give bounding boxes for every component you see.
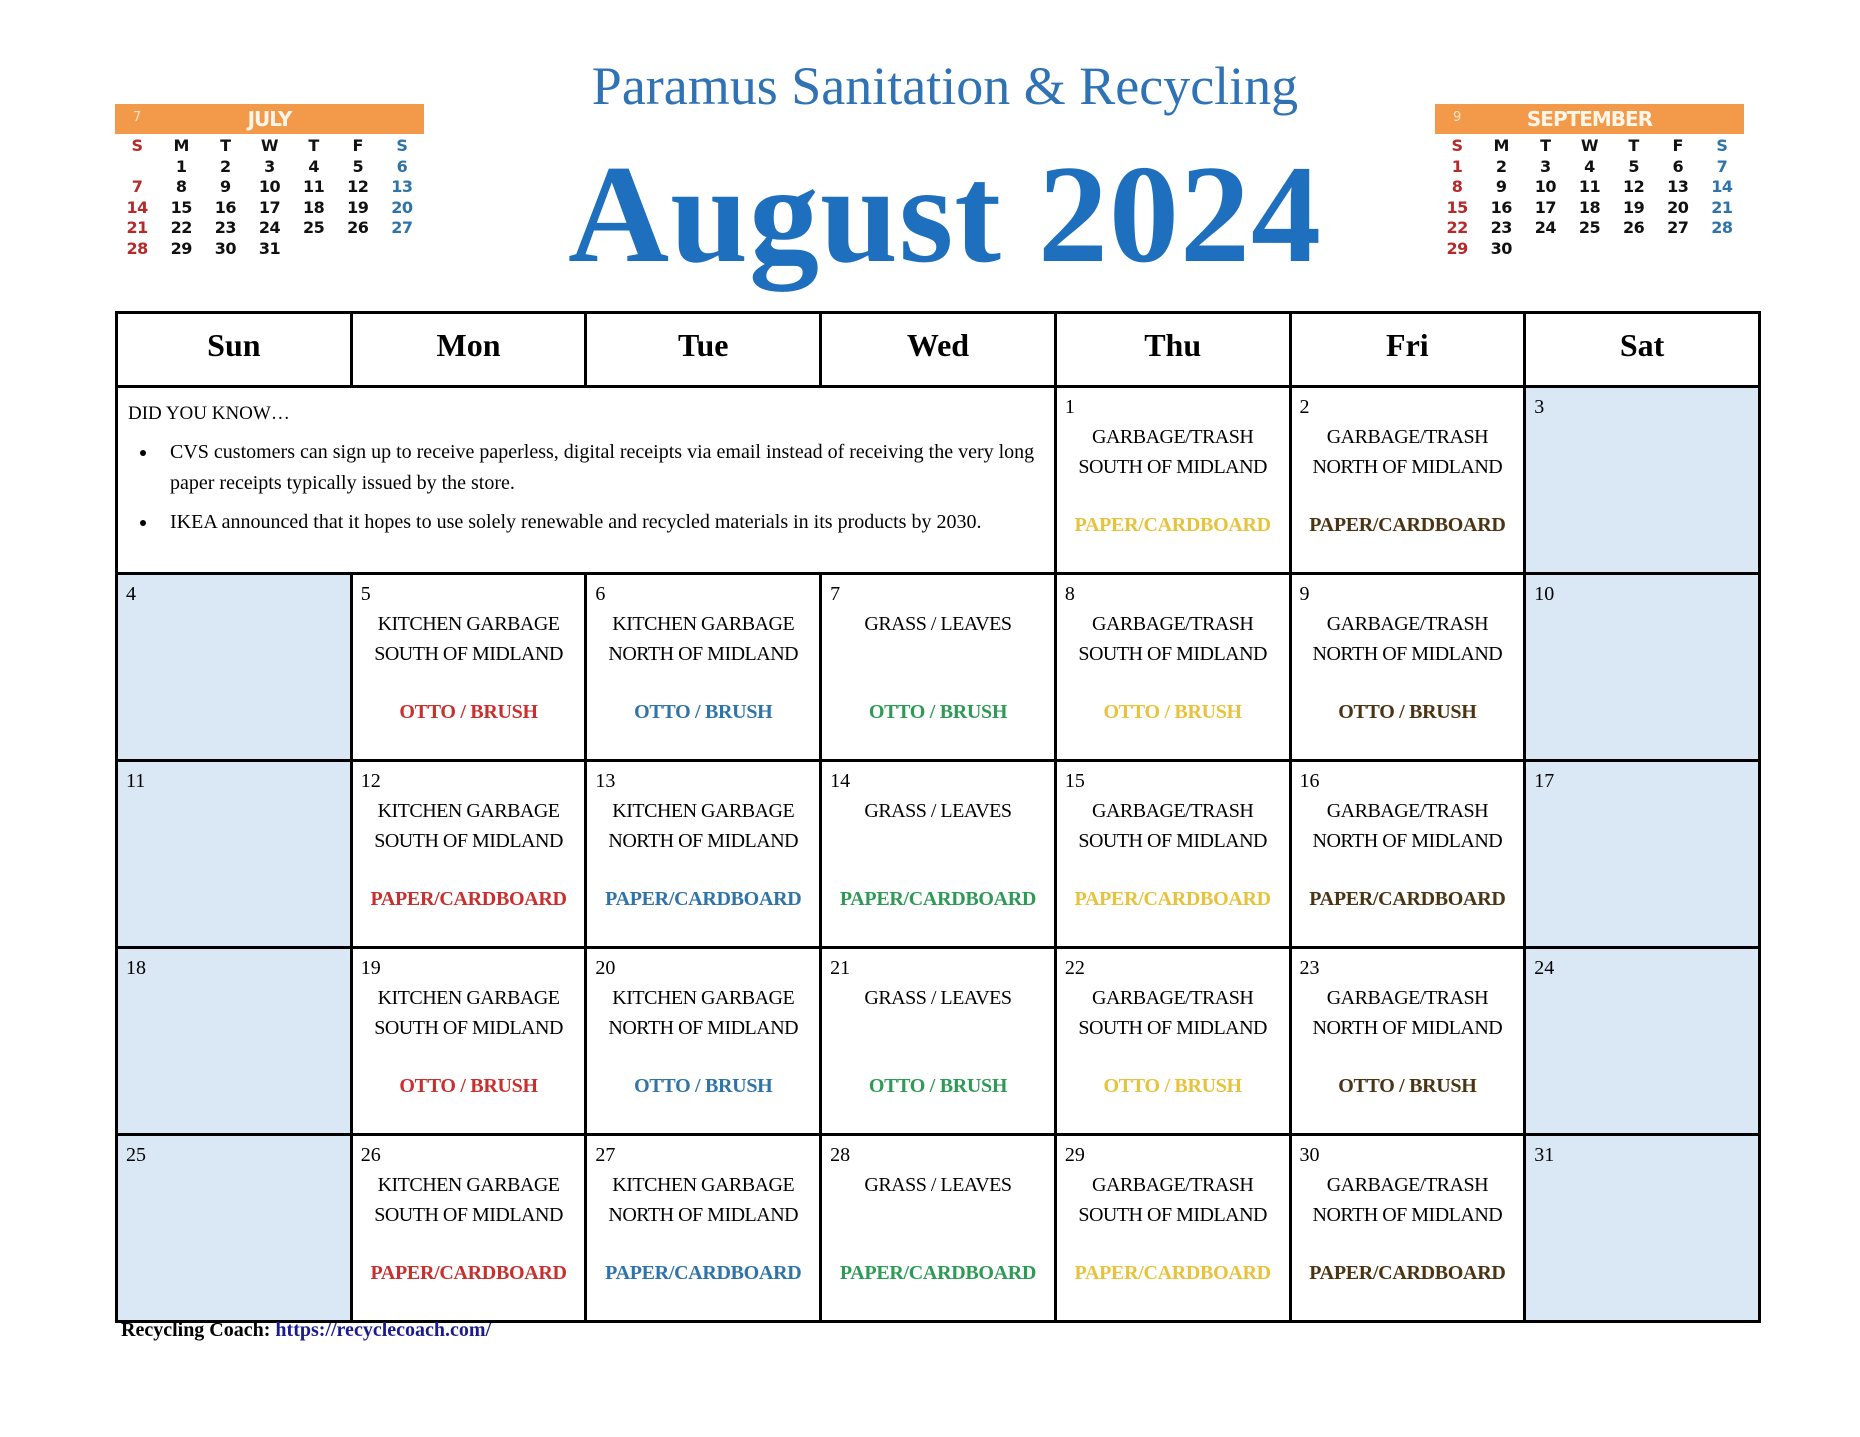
week-row [117,574,1760,761]
weekday-wed: Wed [821,313,1056,387]
mini-day-number: 17 [258,197,281,217]
month-calendar [115,311,1761,1323]
day-cell [351,761,586,948]
pickup-label: OTTO / BRUSH [868,1075,1008,1097]
day-cell [1525,574,1760,761]
mini-day-number [1656,239,1700,260]
pickup-label: OTTO / BRUSH [399,701,538,723]
day-number: 9 [1299,583,1310,605]
day-cell [1290,387,1525,574]
collection-type: GARBAGE/TRASH [1092,800,1254,822]
mini-day-number: 24 [1534,218,1556,237]
day-cell [821,761,1056,948]
day-cell [1290,574,1525,761]
collection-type: GRASS / LEAVES [864,987,1012,1009]
recycle-coach-link[interactable]: https://recyclecoach.com/ [275,1319,492,1341]
collection-type: KITCHEN GARBAGE [612,987,795,1009]
mini-day-number: 28 [126,238,148,258]
day-cell [1525,1135,1760,1322]
day-number: 17 [1534,770,1555,792]
mini-day-number: 30 [214,238,236,258]
day-number: 13 [595,770,616,792]
mini-day-number: 22 [170,218,192,237]
pickup-label: PAPER/CARDBOARD [839,888,1037,910]
day-cell [821,574,1056,761]
pickup-label: PAPER/CARDBOARD [1074,888,1271,910]
mini-day-number: 14 [1711,177,1733,196]
day-cell [1290,1135,1525,1322]
page-title: August 2024 [568,137,1322,292]
mini-day-number: 19 [347,197,369,217]
day-number: 21 [830,957,851,979]
pickup-label: PAPER/CARDBOARD [605,888,802,910]
collection-type: GRASS / LEAVES [864,613,1012,635]
mini-calendar-month-name: JULY [247,107,292,131]
mini-day-number: 7 [131,177,143,196]
pickup-label: OTTO / BRUSH [1338,701,1477,723]
collection-type: KITCHEN GARBAGE [377,800,560,822]
did-you-know-item: • IKEA announced that it hopes to use solely renewable and recycled materials in its products by 2030. [158,507,1044,538]
collection-type: GARBAGE/TRASH [1326,426,1489,448]
collection-type: GRASS / LEAVES [864,800,1012,822]
week-row [117,1135,1760,1322]
collection-area: SOUTH OF MIDLAND [1078,456,1267,478]
mini-day-number: 16 [1490,197,1512,217]
mini-day-number: 25 [1578,218,1601,237]
collection-type: GARBAGE/TRASH [1092,1174,1254,1196]
collection-area: NORTH OF MIDLAND [608,1204,799,1226]
day-number: 20 [595,957,616,979]
mini-day-number: 17 [1534,197,1556,217]
pickup-label: OTTO / BRUSH [1103,701,1242,723]
footer [121,1319,491,1342]
day-cell [1055,574,1290,761]
mini-weekday-label: T [1628,136,1639,155]
mini-day-number: 6 [396,156,408,176]
mini-day-number: 10 [258,177,281,196]
pickup-label: PAPER/CARDBOARD [605,1262,802,1284]
collection-area: NORTH OF MIDLAND [1312,1204,1503,1226]
day-cell [1290,761,1525,948]
did-you-know-box [117,387,1056,574]
mini-day-number: 11 [303,177,325,196]
day-cell [821,948,1056,1135]
mini-day-number: 20 [1667,197,1689,217]
day-cell [351,1135,586,1322]
day-number: 4 [126,583,136,605]
week-row [117,761,1760,948]
mini-day-number: 9 [220,177,231,196]
day-cell [586,574,821,761]
collection-area: SOUTH OF MIDLAND [1078,830,1267,852]
mini-day-number: 24 [258,218,281,237]
mini-day-number [1612,239,1656,260]
day-number: 30 [1299,1144,1320,1166]
day-number: 25 [126,1144,146,1166]
collection-area: SOUTH OF MIDLAND [1078,1017,1267,1039]
day-number: 15 [1064,770,1085,792]
mini-day-number: 28 [1711,218,1733,237]
mini-day-number [1523,239,1567,260]
weekday-tue: Tue [586,313,821,387]
mini-day-number: 9 [1495,177,1507,196]
day-number: 1 [1064,396,1075,418]
mini-day-number: 1 [1451,156,1463,176]
mini-weekday-label: W [260,136,279,155]
mini-calendar-september [1435,104,1744,259]
day-number: 31 [1534,1144,1555,1166]
pickup-label: PAPER/CARDBOARD [1074,1262,1271,1284]
mini-day-number [292,239,336,260]
day-cell [1525,387,1760,574]
collection-type: KITCHEN GARBAGE [612,613,795,635]
mini-day-number: 19 [1623,197,1645,217]
pickup-label: OTTO / BRUSH [868,701,1008,723]
mini-day-number: 10 [1534,177,1556,196]
pickup-label: PAPER/CARDBOARD [370,888,567,910]
mini-day-number: 16 [214,197,236,217]
mini-day-number: 4 [308,156,319,176]
day-number: 12 [360,770,381,792]
mini-day-number: 31 [258,238,281,258]
day-number: 10 [1534,583,1555,605]
mini-day-number: 7 [1716,156,1728,176]
collection-area: NORTH OF MIDLAND [1312,456,1503,478]
mini-day-number: 18 [1578,197,1601,217]
collection-area: NORTH OF MIDLAND [608,1017,799,1039]
collection-type: KITCHEN GARBAGE [612,1174,795,1196]
weekday-sat: Sat [1525,313,1760,387]
day-cell [117,761,352,948]
pickup-label: PAPER/CARDBOARD [1309,514,1506,536]
day-cell [1055,1135,1290,1322]
collection-area: SOUTH OF MIDLAND [374,1204,563,1226]
mini-weekday-label: T [308,136,319,155]
mini-day-number: 13 [391,177,413,196]
mini-calendar-header [1435,104,1744,134]
collection-area: NORTH OF MIDLAND [608,830,799,852]
week-row [117,948,1760,1135]
mini-calendar-month-name: SEPTEMBER [1526,107,1653,131]
mini-day-number: 2 [220,156,231,176]
mini-weekday-label: S [131,136,143,155]
mini-weekday-label: M [173,136,189,155]
day-number: 7 [830,583,841,605]
pickup-label: OTTO / BRUSH [399,1075,538,1097]
day-number: 3 [1534,396,1545,418]
day-cell [1525,761,1760,948]
mini-weekday-label: F [1672,136,1683,155]
day-cell [117,574,352,761]
collection-type: GARBAGE/TRASH [1326,987,1489,1009]
mini-calendar-month-number: 7 [133,110,142,125]
mini-day-number: 1 [175,156,187,176]
day-cell [1055,761,1290,948]
mini-day-number: 20 [391,197,413,217]
mini-calendar-grid [1435,136,1744,259]
collection-type: GARBAGE/TRASH [1326,800,1489,822]
pickup-label: OTTO / BRUSH [1103,1075,1242,1097]
day-number: 11 [126,770,146,792]
day-cell [586,761,821,948]
mini-weekday-label: M [1493,136,1509,155]
collection-type: GARBAGE/TRASH [1326,1174,1489,1196]
week-row [117,387,1760,574]
day-cell [117,1135,352,1322]
mini-weekday-label: S [1451,136,1463,155]
weekday-fri: Fri [1290,313,1525,387]
did-you-know-list [128,437,1044,538]
collection-area: NORTH OF MIDLAND [1312,830,1503,852]
day-cell [1525,948,1760,1135]
pickup-label: OTTO / BRUSH [634,701,773,723]
day-number: 28 [830,1144,851,1166]
mini-day-number: 15 [1446,197,1468,217]
mini-day-number: 12 [347,177,369,196]
day-number: 5 [360,583,371,605]
collection-area: SOUTH OF MIDLAND [374,643,563,665]
collection-area: SOUTH OF MIDLAND [1078,1204,1267,1226]
weekday-header-row [117,313,1760,387]
mini-day-number: 8 [1451,177,1463,196]
collection-area: NORTH OF MIDLAND [1312,1017,1503,1039]
day-cell [1055,948,1290,1135]
mini-day-number: 14 [126,197,148,217]
mini-day-number: 21 [126,218,148,237]
mini-day-number: 18 [303,197,325,217]
mini-day-number: 6 [1672,156,1684,176]
mini-day-number: 22 [1446,218,1468,237]
mini-day-number: 26 [347,218,369,237]
mini-day-number [380,239,424,260]
day-number: 16 [1299,770,1320,792]
mini-calendar-month-number: 9 [1453,110,1462,125]
day-cell [586,1135,821,1322]
collection-type: GARBAGE/TRASH [1326,613,1489,635]
day-number: 2 [1299,396,1310,418]
day-cell [586,948,821,1135]
mini-day-number: 5 [352,156,364,176]
mini-day-number: 27 [391,218,413,237]
pickup-label: PAPER/CARDBOARD [370,1262,567,1284]
day-number: 22 [1064,957,1085,979]
mini-day-number: 11 [1578,177,1601,196]
mini-day-number: 8 [175,177,187,196]
mini-day-number: 25 [303,218,325,237]
pickup-label: PAPER/CARDBOARD [1309,1262,1506,1284]
mini-calendar-july [115,104,424,259]
collection-type: GARBAGE/TRASH [1092,987,1254,1009]
mini-day-number [336,239,380,260]
pickup-label: PAPER/CARDBOARD [1074,514,1271,536]
pickup-label: OTTO / BRUSH [634,1075,773,1097]
mini-day-number: 23 [1490,218,1512,237]
day-number: 24 [1534,957,1555,979]
mini-day-number [1567,239,1611,260]
collection-type: KITCHEN GARBAGE [377,613,560,635]
day-cell [821,1135,1056,1322]
collection-area: SOUTH OF MIDLAND [1078,643,1267,665]
day-number: 19 [360,957,381,979]
organization-subtitle: Paramus Sanitation & Recycling [591,56,1299,116]
mini-day-number: 30 [1490,238,1512,258]
day-cell [351,574,586,761]
footer-label: Recycling Coach: [121,1319,271,1341]
mini-day-number: 26 [1623,218,1645,237]
mini-day-number: 13 [1667,177,1689,196]
day-number: 23 [1299,957,1320,979]
mini-day-number: 3 [264,156,275,176]
did-you-know-heading: DID YOU KNOW… [128,403,290,424]
mini-weekday-label: F [352,136,363,155]
collection-area: SOUTH OF MIDLAND [374,830,563,852]
mini-day-number: 29 [1446,238,1468,258]
collection-type: KITCHEN GARBAGE [612,800,795,822]
collection-type: KITCHEN GARBAGE [377,1174,560,1196]
mini-day-number: 29 [170,238,192,258]
day-number: 26 [360,1144,381,1166]
mini-calendar-grid [115,136,424,259]
collection-area: NORTH OF MIDLAND [608,643,799,665]
mini-day-number: 4 [1584,156,1595,176]
pickup-label: PAPER/CARDBOARD [1309,888,1506,910]
mini-day-number [115,157,159,178]
pickup-label: OTTO / BRUSH [1338,1075,1477,1097]
mini-day-number: 5 [1628,156,1639,176]
mini-day-number: 15 [170,197,192,217]
day-cell [117,948,352,1135]
mini-day-number: 12 [1623,177,1645,196]
mini-day-number: 2 [1495,156,1507,176]
mini-weekday-label: W [1580,136,1599,155]
day-number: 27 [595,1144,616,1166]
mini-weekday-label: T [220,136,231,155]
day-cell [351,948,586,1135]
weekday-sun: Sun [117,313,352,387]
day-cell [1055,387,1290,574]
weekday-mon: Mon [351,313,586,387]
mini-day-number: 27 [1667,218,1689,237]
day-cell [1290,948,1525,1135]
collection-type: GARBAGE/TRASH [1092,426,1254,448]
day-number: 6 [595,583,606,605]
mini-day-number: 3 [1540,156,1551,176]
mini-weekday-label: S [396,136,408,155]
mini-weekday-label: T [1540,136,1551,155]
pickup-label: PAPER/CARDBOARD [839,1262,1037,1284]
weekday-thu: Thu [1055,313,1290,387]
collection-type: GARBAGE/TRASH [1092,613,1254,635]
mini-day-number: 23 [214,218,236,237]
mini-day-number [1700,239,1744,260]
day-number: 14 [830,770,851,792]
collection-area: NORTH OF MIDLAND [1312,643,1503,665]
did-you-know-item: • CVS customers can sign up to receive paperless, digital receipts via email instead of receiving the very long paper receipts typically issued by the store. [158,437,1044,499]
day-number: 29 [1064,1144,1085,1166]
mini-weekday-label: S [1716,136,1728,155]
mini-day-number: 21 [1711,197,1733,217]
mini-calendar-header [115,104,424,134]
collection-type: GRASS / LEAVES [864,1174,1012,1196]
day-number: 8 [1064,583,1075,605]
day-number: 18 [126,957,146,979]
collection-type: KITCHEN GARBAGE [377,987,560,1009]
collection-area: SOUTH OF MIDLAND [374,1017,563,1039]
